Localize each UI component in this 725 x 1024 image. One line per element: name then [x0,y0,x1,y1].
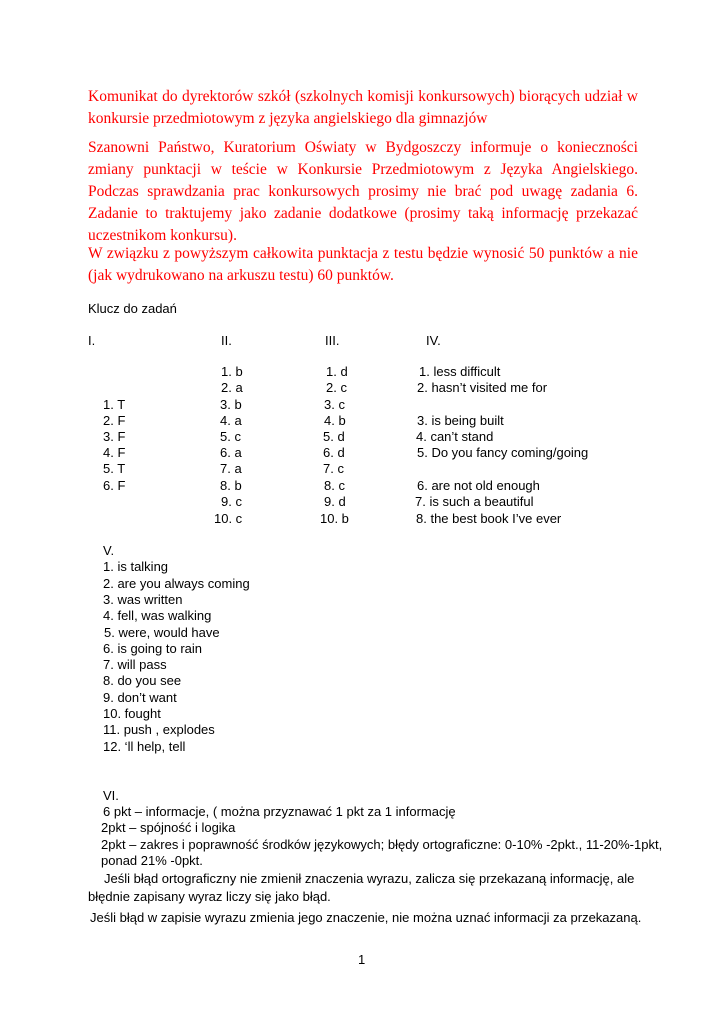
answer-V-7: 7. will pass [103,657,167,672]
answer-V-3: 3. was written [103,592,183,607]
answer-III-3: 3. c [324,397,345,412]
answer-IV-8: 8. the best book I’ve ever [416,511,562,526]
scoring-line-1: 6 pkt – informacje, ( można przyznawać 1 pkt za 1 informację [103,804,456,819]
answer-III-2: 2. c [326,380,347,395]
answer-V-5: 5. were, would have [104,625,220,640]
answer-IV-7: 7. is such a beautiful [415,494,534,509]
answer-II-6: 6. a [220,445,242,460]
answer-II-5: 5. c [220,429,241,444]
answer-IV-2: 2. hasn’t visited me for [417,380,548,395]
answer-II-3: 3. b [220,397,242,412]
scoring-line-2: 2pkt – spójność i logika [101,820,236,835]
answer-V-12: 12. ‘ll help, tell [103,739,186,754]
answer-II-4: 4. a [220,413,242,428]
answer-III-8: 8. c [324,478,345,493]
answer-IV-5: 5. Do you fancy coming/going [417,445,589,460]
section-header-6: VI. [103,788,119,803]
section-header-1: I. [88,333,96,348]
answer-IV-6: 6. are not old enough [417,478,540,493]
answer-V-9: 9. don’t want [103,690,177,705]
notice-body: Szanowni Państwo, Kuratorium Oświaty w Bydgoszczy informuje o konieczności zmiany punktacji w teście w Konkursie Przedmiotowym z Języka Angielskiego. Podczas sprawdzania prac konkursowych prosimy nie brać pod uwagę zadania 6. Zadanie to traktujemy jako zadanie dodatkowe (prosimy taką informację przekazać uczestnikom konkursu). [88,139,638,244]
answer-II-8: 8. b [220,478,242,493]
answer-V-2: 2. are you always coming [103,576,250,591]
answer-IV-4: 4. can’t stand [416,429,494,444]
section-header-2: II. [221,333,232,348]
scoring-line-4: ponad 21% -0pkt. [101,853,203,868]
scoring-line-3: 2pkt – zakres i poprawność środków językowych; błędy ortograficzne: 0-10% -2pkt., 11-20%-1pkt, [101,837,663,852]
answer-V-8: 8. do you see [103,673,182,688]
scoring-line-7: Jeśli błąd w zapisie wyrazu zmienia jego znaczenie, nie można uznać informacji za przekazaną. [90,910,642,925]
answer-III-7: 7. c [323,461,344,476]
answer-II-10: 10. c [214,511,243,526]
section-header-3: III. [325,333,340,348]
answer-IV-1: 1. less difficult [419,364,501,379]
page-number: 1 [358,952,366,967]
answer-I-4: 4. F [103,445,126,460]
answer-II-9: 9. c [221,494,242,509]
answer-I-3: 3. F [103,429,126,444]
answer-I-6: 6. F [103,478,126,493]
answer-II-1: 1. b [221,364,243,379]
section-header-5: V. [103,543,115,558]
answer-I-5: 5. T [103,461,126,476]
answer-III-9: 9. d [324,494,346,509]
answer-V-4: 4. fell, was walking [103,608,212,623]
answer-I-1: 1. T [103,397,126,412]
scoring-line-5: Jeśli błąd ortograficzny nie zmienił znaczenia wyrazu, zalicza się przekazaną informację, ale [104,871,635,886]
answer-IV-3: 3. is being built [417,413,504,428]
scoring-line-6: błędnie zapisany wyraz liczy się jako błąd. [88,889,331,904]
notice-title: Komunikat do dyrektorów szkół (szkolnych komisji konkursowych) biorących udział w konkursie przedmiotowym z języka angielskiego dla gimnazjów [88,88,638,127]
answer-V-10: 10. fought [103,706,161,721]
answer-I-2: 2. F [103,413,126,428]
answer-III-4: 4. b [324,413,346,428]
key-title: Klucz do zadań [88,301,177,316]
answer-III-5: 5. d [323,429,345,444]
answer-V-1: 1. is talking [103,559,169,574]
answer-II-7: 7. a [220,461,242,476]
answer-II-2: 2. a [221,380,243,395]
answer-III-1: 1. d [326,364,348,379]
notice-points: W związku z powyższym całkowita punktacja z testu będzie wynosić 50 punktów a nie (jak wydrukowano na arkuszu testu) 60 punktów. [88,245,638,284]
answer-V-6: 6. is going to rain [103,641,203,656]
section-header-4: IV. [426,333,441,348]
answer-III-6: 6. d [323,445,345,460]
answer-III-10: 10. b [320,511,349,526]
answer-V-11: 11. push , explodes [103,722,215,737]
